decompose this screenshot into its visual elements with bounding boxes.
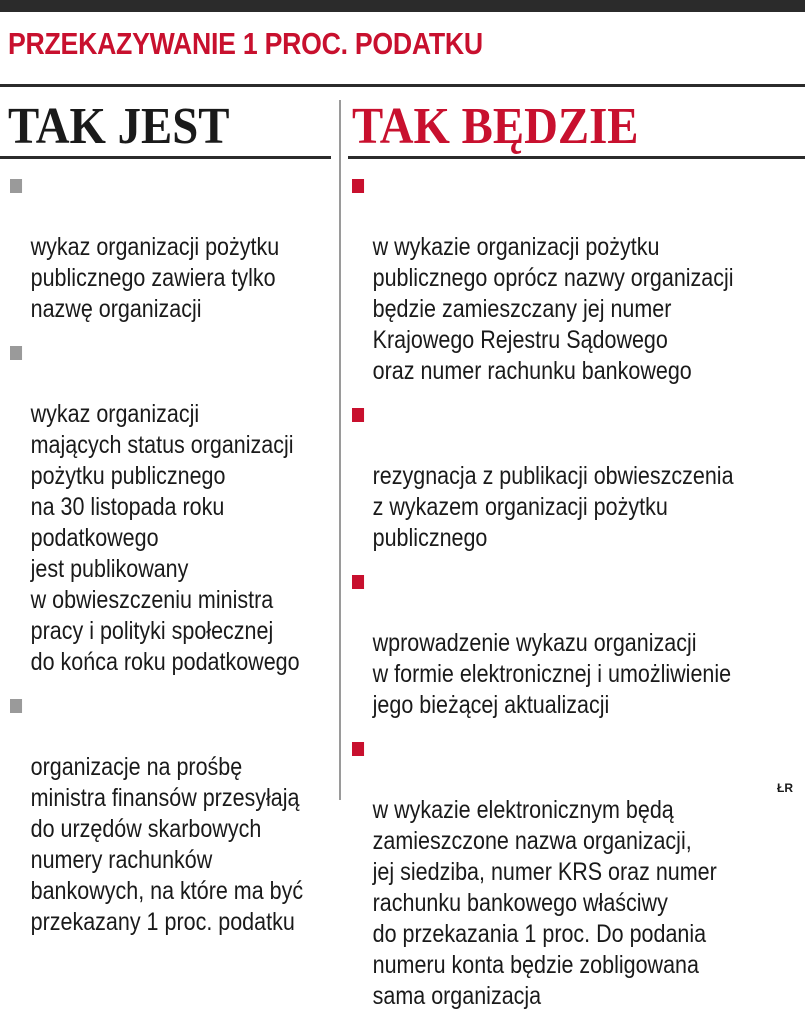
gray-square-bullet-icon [10, 346, 22, 360]
list-item [10, 337, 358, 678]
right-column-heading: TAK BĘDZIE [352, 98, 639, 155]
list-item-text: rezygnacja z publikacji obwieszczenia z wykazem organizacji pożytku publicznego [372, 462, 734, 552]
list-item [352, 733, 805, 1012]
current-state-list [10, 170, 338, 950]
left-heading-rule [0, 156, 331, 159]
list-item-text: w wykazie elektronicznym będą zamieszczone nazwa organizacji, jej siedziba, numer KRS oraz numer rachunku bankowego właściwy do przekazania 1 proc. Do podania numeru konta będzie zobligowana sama organizacja [372, 796, 717, 1010]
list-item-text: w wykazie organizacji pożytku publicznego oprócz nazwy organizacji będzie zamieszczany jej numer Krajowego Rejestru Sądowego oraz numer rachunku bankowego [372, 233, 734, 385]
list-item-text: organizacje na prośbę ministra finansów przesyłają do urzędów skarbowych numery rachunków bankowych, na które ma być przekazany 1 proc. podatku [30, 753, 304, 936]
list-item [10, 690, 358, 938]
future-state-list [352, 170, 802, 1024]
gray-square-bullet-icon [10, 179, 22, 193]
list-item [352, 170, 805, 387]
list-item [352, 399, 805, 554]
list-item [10, 170, 358, 325]
red-square-bullet-icon [352, 179, 364, 193]
list-item-text: wykaz organizacji mających status organizacji pożytku publicznego na 30 listopada roku podatkowego jest publikowany w obwieszczeniu ministra pracy i polityki społecznej do końca roku podatkowego [30, 400, 300, 676]
left-column-heading: TAK JEST [8, 98, 230, 155]
gray-square-bullet-icon [10, 699, 22, 713]
red-square-bullet-icon [352, 575, 364, 589]
page-title: PRZEKAZYWANIE 1 PROC. PODATKU [8, 26, 483, 61]
list-item-text: wykaz organizacji pożytku publicznego zawiera tylko nazwę organizacji [30, 233, 280, 323]
header-divider [0, 84, 805, 87]
list-item [352, 566, 805, 721]
red-square-bullet-icon [352, 742, 364, 756]
top-rule [0, 0, 805, 12]
list-item-text: wprowadzenie wykazu organizacji w formie elektronicznej i umożliwienie jego bieżącej aktualizacji [372, 629, 732, 719]
red-square-bullet-icon [352, 408, 364, 422]
right-heading-rule [348, 156, 805, 159]
author-credit: ŁR [777, 781, 793, 795]
